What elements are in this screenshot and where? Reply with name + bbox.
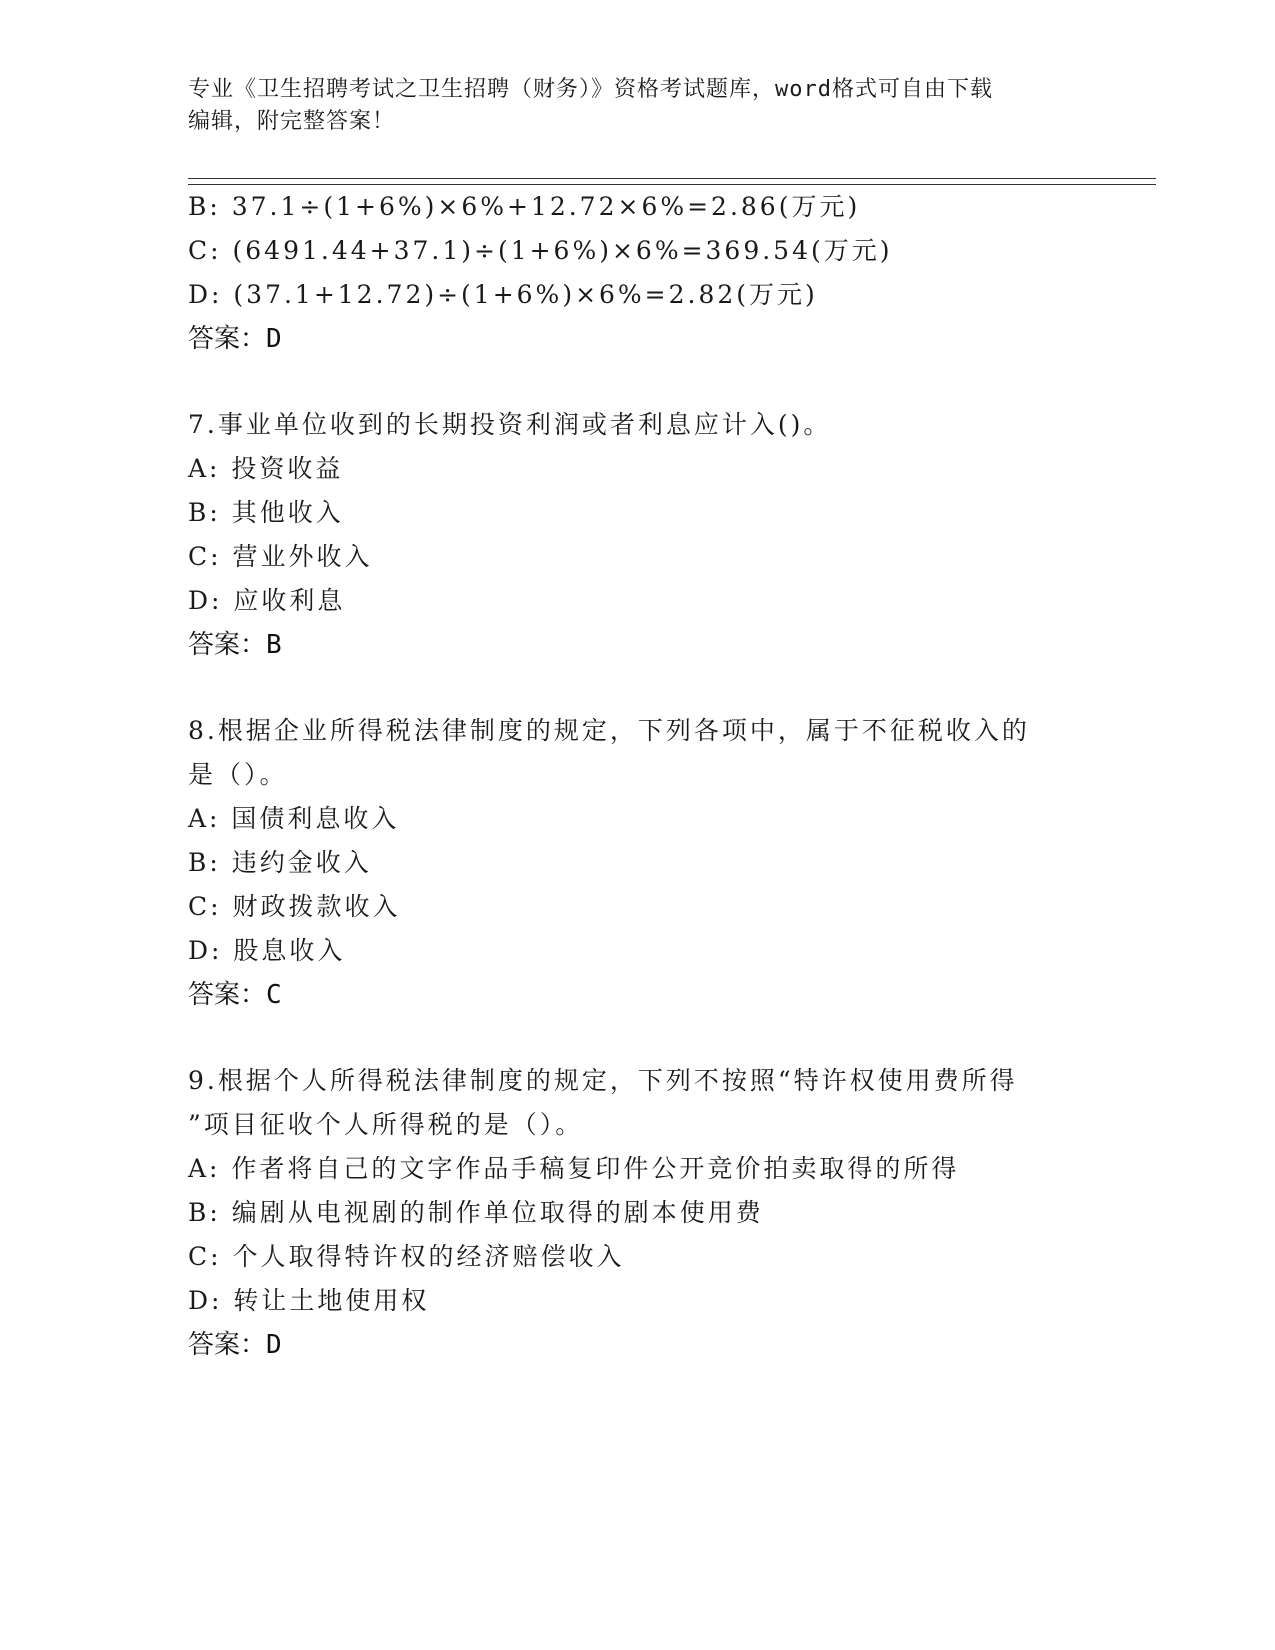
q8-option-b: B: 违约金收入 <box>188 848 372 877</box>
q8-option-c: C: 财政拨款收入 <box>188 892 401 921</box>
q8-question-line-2: 是（）。 <box>188 760 288 789</box>
header-line-1: 专业《卫生招聘考试之卫生招聘（财务）》资格考试题库，word格式可自由下载 <box>188 77 993 102</box>
q9-answer: 答案：D <box>188 1330 282 1360</box>
q9-option-c: C: 个人取得特许权的经济赔偿收入 <box>188 1242 625 1271</box>
q9-option-b: B: 编剧从电视剧的制作单位取得的剧本使用费 <box>188 1198 764 1227</box>
q7-option-d: D: 应收利息 <box>188 586 346 615</box>
q9-question-line-2: ”项目征收个人所得税的是（）。 <box>188 1110 584 1139</box>
q9-option-d: D: 转让土地使用权 <box>188 1286 430 1315</box>
q6-option-c: C: (6491.44+37.1)÷(1+6%)×6%=369.54(万元) <box>188 236 893 265</box>
q8-option-a: A: 国债利息收入 <box>188 804 400 833</box>
header-line-2: 编辑，附完整答案！ <box>188 109 396 134</box>
q8-answer: 答案：C <box>188 980 282 1010</box>
q6-answer: 答案：D <box>188 324 282 354</box>
q6-option-b: B: 37.1÷(1+6%)×6%+12.72×6%=2.86(万元) <box>188 192 861 221</box>
q9-option-a: A: 作者将自己的文字作品手稿复印件公开竞价拍卖取得的所得 <box>188 1154 960 1183</box>
q7-question: 7.事业单位收到的长期投资利润或者利息应计入()。 <box>188 410 832 439</box>
q7-option-b: B: 其他收入 <box>188 498 344 527</box>
header-divider-top <box>188 178 1156 179</box>
q7-option-a: A: 投资收益 <box>188 454 344 483</box>
q6-option-d: D: (37.1+12.72)÷(1+6%)×6%=2.82(万元) <box>188 280 818 309</box>
document-header <box>188 74 1068 138</box>
q7-answer: 答案：B <box>188 630 282 660</box>
q9-question-line-1: 9.根据个人所得税法律制度的规定，下列不按照“特许权使用费所得 <box>188 1066 1018 1095</box>
q7-option-c: C: 营业外收入 <box>188 542 373 571</box>
q8-option-d: D: 股息收入 <box>188 936 346 965</box>
header-divider-bottom <box>188 184 1156 185</box>
q8-question-line-1: 8.根据企业所得税法律制度的规定，下列各项中，属于不征税收入的 <box>188 716 1030 745</box>
